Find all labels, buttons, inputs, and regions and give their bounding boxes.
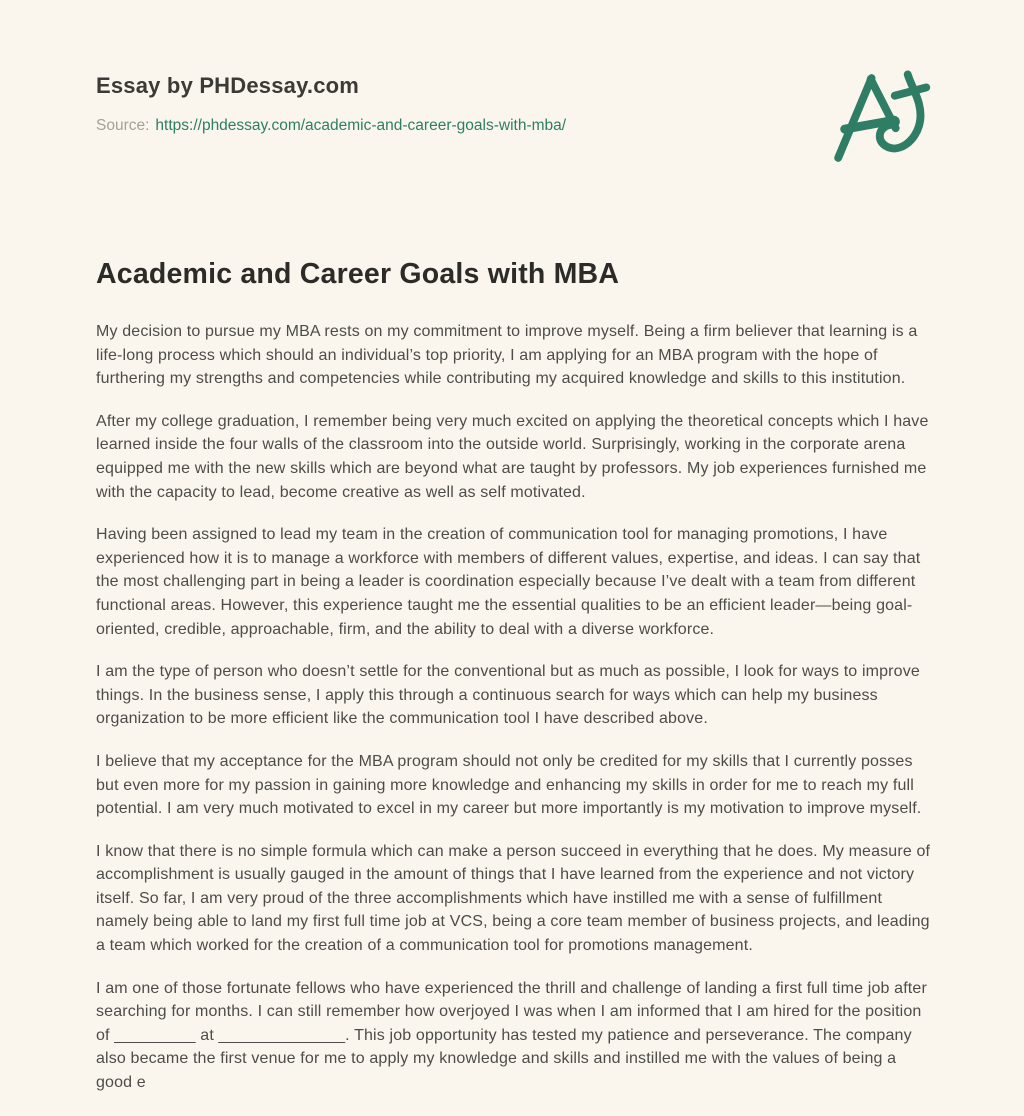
header-text-block	[96, 73, 566, 135]
essay-paragraph-6: I know that there is no simple formula which can make a person succeed in everything that he does. My measure of accomplishment is usually gauged in the amount of things that I have learned from the experience and not victory itself. So far, I am very proud of the three accomplishments which have instilled me with a sense of fulfillment namely being able to land my first full time job at VCS, being a core team member of business projects, and leading a team which worked for the creation of a communication tool for promotions management.	[96, 842, 931, 955]
essay-paragraph-7: I am one of those fortunate fellows who have experienced the thrill and challenge of landing a first full time job after searching for months. I can still remember how overjoyed I was when I am informed that I am hired for the position of _________ at ______________. This job opportunity has tested my patience and perseverance. The company also became the first venue for me to apply my knowledge and skills and instilled me with the values of being a good e	[96, 979, 927, 1092]
essay-paragraph-3: Having been assigned to lead my team in the creation of communication tool for managing promotions, I have experienced how it is to manage a workforce with members of different values, expertise, and ideas. I can say that the most challenging part in being a leader is coordination especially because I’ve dealt with a team from different functional areas. However, this experience taught me the essential qualities to be an efficient leader—being goal-oriented, credible, approachable, firm, and the ability to deal with a diverse workforce.	[96, 526, 921, 638]
essay-body	[96, 320, 932, 1095]
essay-paragraph-1: My decision to pursue my MBA rests on my commitment to improve myself. Being a firm believer that learning is a life-long process which should an individual’s top priority, I am applying for an MBA program with the hope of furthering my strengths and competencies while contributing my acquired knowledge and skills to this institution.	[96, 323, 918, 388]
essay-title: Academic and Career Goals with MBA	[96, 258, 620, 290]
essay-paragraph-5: I believe that my acceptance for the MBA program should not only be credited for my skills that I currently posses but even more for my passion in gaining more knowledge and enhancing my skills in order for me to reach my full potential. I am very much motivated to excel in my career but more importantly is my motivation to improve myself.	[96, 752, 922, 818]
source-link[interactable]: https://phdessay.com/academic-and-career-goals-with-mba/	[155, 117, 567, 134]
phdessay-logo	[820, 67, 950, 174]
page-header	[96, 73, 932, 174]
essay-paragraph-4: I am the type of person who doesn’t settle for the conventional but as much as possible, I look for ways to improve things. In the business sense, I apply this through a continuous search for ways which can help my business organization to be more efficient like the communication tool I have described above.	[96, 663, 920, 728]
essay-by-heading: Essay by PHDessay.com	[96, 73, 360, 98]
source-line	[96, 117, 566, 135]
source-label: Source:	[96, 117, 150, 134]
a-plus-logo-icon	[820, 156, 950, 173]
essay-paragraph-2: After my college graduation, I remember being very much excited on applying the theoretical concepts which I have learned inside the four walls of the classroom into the outside world. Surprisingly, working in the corporate arena equipped me with the new skills which are beyond what are taught by professors. My job experiences furnished me with the capacity to lead, become creative as well as self motivated.	[96, 412, 929, 501]
